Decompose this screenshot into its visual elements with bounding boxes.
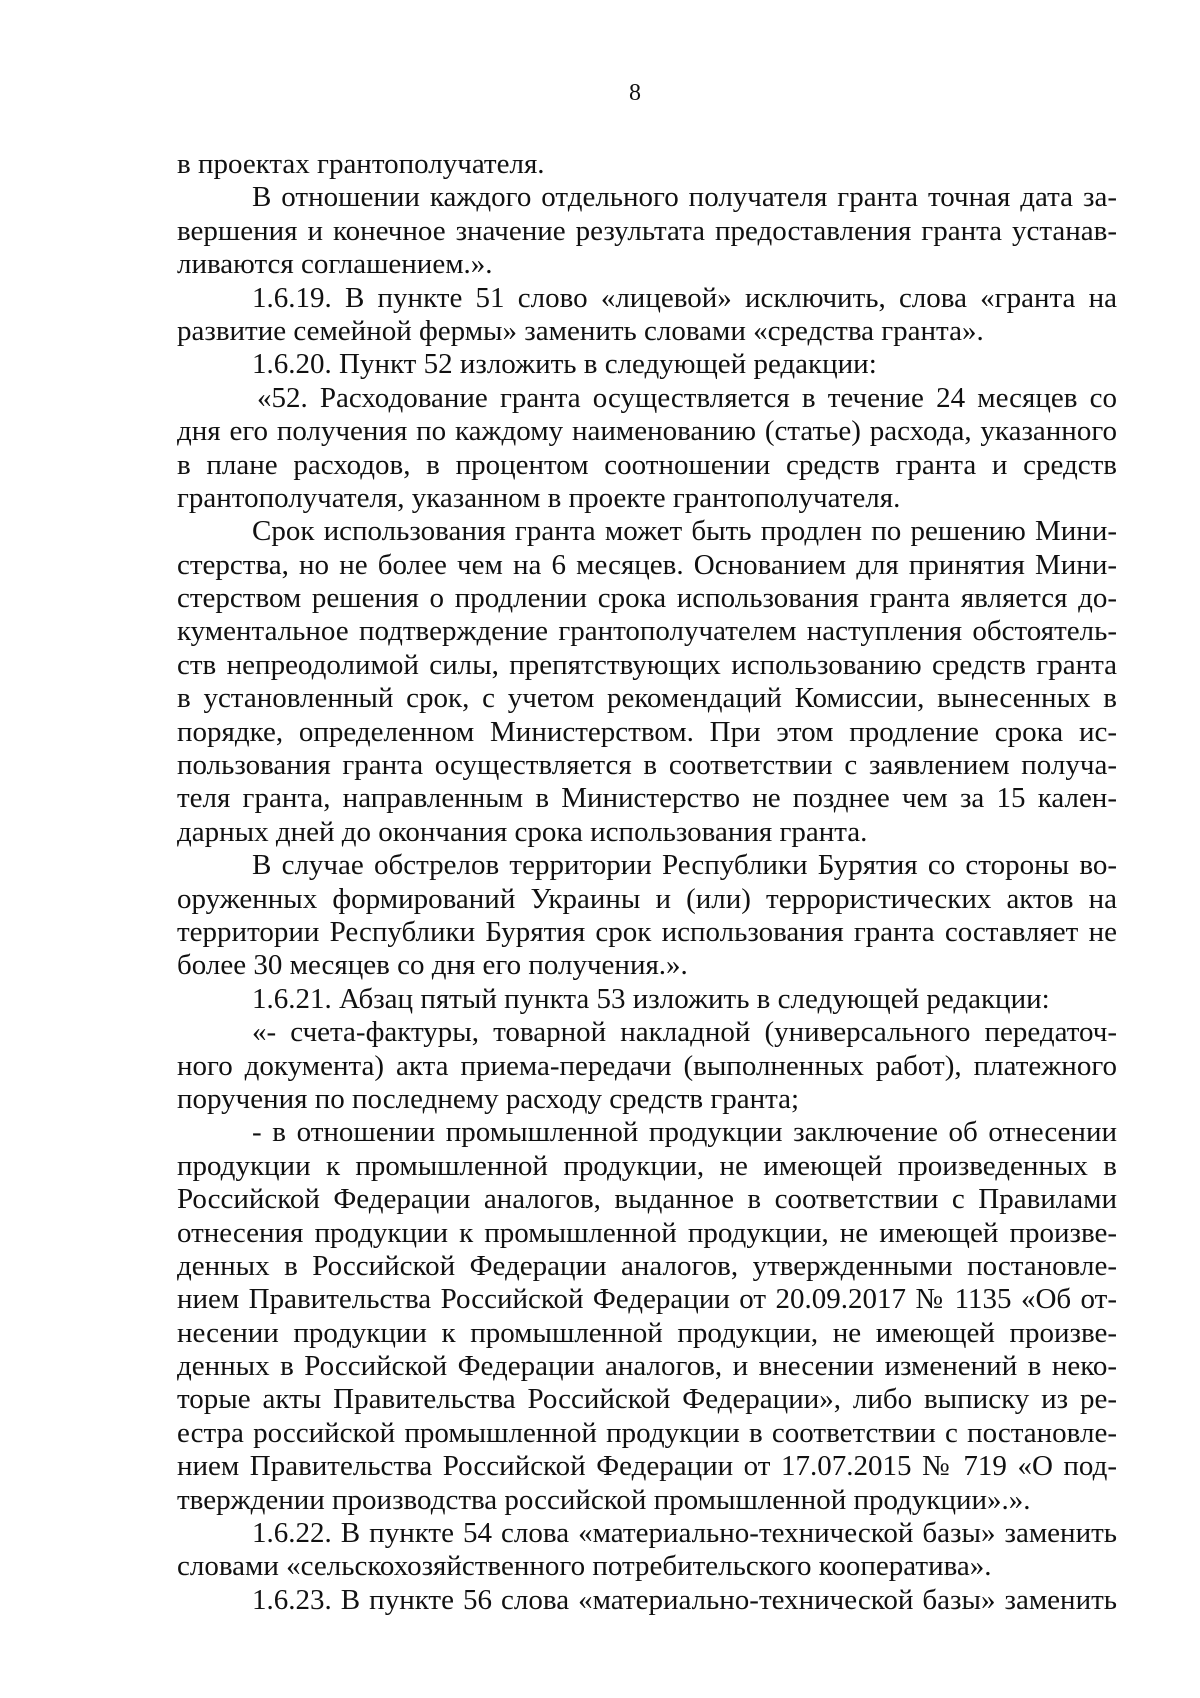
text-line: - в отношении промышленной продукции заключение об отнесении [252, 1116, 1117, 1149]
text-line: в проектах грантополучателя. [177, 148, 545, 180]
text-line: отнесения продукции к промышленной продукции, не имеющей произве- [177, 1216, 1117, 1249]
text-line: в плане расходов, в процентом соотношении средств гранта и средств [177, 448, 1117, 481]
text-line: поручения по последнему расходу средств гранта; [177, 1082, 800, 1115]
text-line: стерством решения о продлении срока использования гранта является до- [177, 582, 1117, 615]
text-line: несении продукции к промышленной продукции, не имеющей произве- [177, 1316, 1117, 1349]
text-line: 1.6.19. В пункте 51 слово «лицевой» исключить, слова «гранта на [252, 281, 1117, 314]
text-line: развитие семейной фермы» заменить словами «средства гранта». [177, 314, 984, 347]
text-line: 1.6.21. Абзац пятый пункта 53 изложить в следующей редакции: [252, 982, 1050, 1015]
text-line: Срок использования гранта может быть продлен по решению Мини- [252, 515, 1117, 548]
text-line: территории Республики Бурятия срок использования гранта составляет не [177, 915, 1117, 948]
text-line: ливаются соглашением.». [177, 248, 493, 281]
document-body [177, 148, 1117, 1617]
page-number: 8 [629, 80, 641, 106]
text-line: 1.6.23. В пункте 56 слова «материально-технической базы» заменить [252, 1583, 1117, 1616]
text-line: естра российской промышленной продукции в соответствии с постановле- [177, 1416, 1117, 1449]
text-line: денных в Российской Федерации аналогов, утвержденными постановле- [177, 1249, 1117, 1282]
text-line: ного документа) акта приема-передачи (выполненных работ), платежного [177, 1049, 1117, 1082]
text-line: нием Правительства Российской Федерации от 20.09.2017 № 1135 «Об от- [177, 1283, 1117, 1316]
text-line: ств непреодолимой силы, препятствующих использованию средств гранта [177, 648, 1117, 681]
text-line: В отношении каждого отдельного получателя гранта точная дата за- [252, 181, 1117, 214]
text-line: «- счета-фактуры, товарной накладной (универсального передаточ- [252, 1016, 1117, 1049]
text-line: грантополучателя, указанном в проекте грантополучателя. [177, 481, 901, 514]
text-line: пользования гранта осуществляется в соответствии с заявлением получа- [177, 749, 1117, 782]
text-line: кументальное подтверждение грантополучателем наступления обстоятель- [177, 615, 1117, 648]
text-line: нием Правительства Российской Федерации от 17.07.2015 № 719 «О под- [177, 1450, 1117, 1483]
text-line: в установленный срок, с учетом рекомендаций Комиссии, вынесенных в [177, 682, 1117, 715]
text-line: торые акты Правительства Российской Федерации», либо выписку из ре- [177, 1383, 1117, 1416]
text-line: более 30 месяцев со дня его получения.». [177, 949, 688, 982]
text-line: теля гранта, направленным в Министерство не позднее чем за 15 кален- [177, 782, 1117, 815]
text-line: 1.6.20. Пункт 52 изложить в следующей редакции: [252, 348, 877, 381]
text-line: порядке, определенном Министерством. При этом продление срока ис- [177, 715, 1117, 748]
text-line: стерства, но не более чем на 6 месяцев. Основанием для принятия Мини- [177, 548, 1117, 581]
text-line: вершения и конечное значение результата предоставления гранта устанав- [177, 214, 1117, 247]
text-line: Российской Федерации аналогов, выданное в соответствии с Правилами [177, 1183, 1117, 1216]
text-line: продукции к промышленной продукции, не имеющей произведенных в [177, 1149, 1117, 1182]
text-line: оруженных формирований Украины и (или) террористических актов на [177, 882, 1117, 915]
text-line: «52. Расходование гранта осуществляется в течение 24 месяцев со [257, 381, 1117, 414]
text-line: В случае обстрелов территории Республики Бурятия со стороны во- [252, 849, 1117, 882]
text-line: тверждении производства российской промышленной продукции».». [177, 1483, 1031, 1516]
text-line: дарных дней до окончания срока использования гранта. [177, 815, 868, 848]
text-line: словами «сельскохозяйственного потребительского кооператива». [177, 1550, 992, 1583]
text-line: 1.6.22. В пункте 54 слова «материально-технической базы» заменить [252, 1517, 1117, 1550]
text-line: дня его получения по каждому наименованию (статье) расхода, указанного [177, 415, 1117, 448]
text-line: денных в Российской Федерации аналогов, и внесении изменений в неко- [177, 1350, 1117, 1383]
